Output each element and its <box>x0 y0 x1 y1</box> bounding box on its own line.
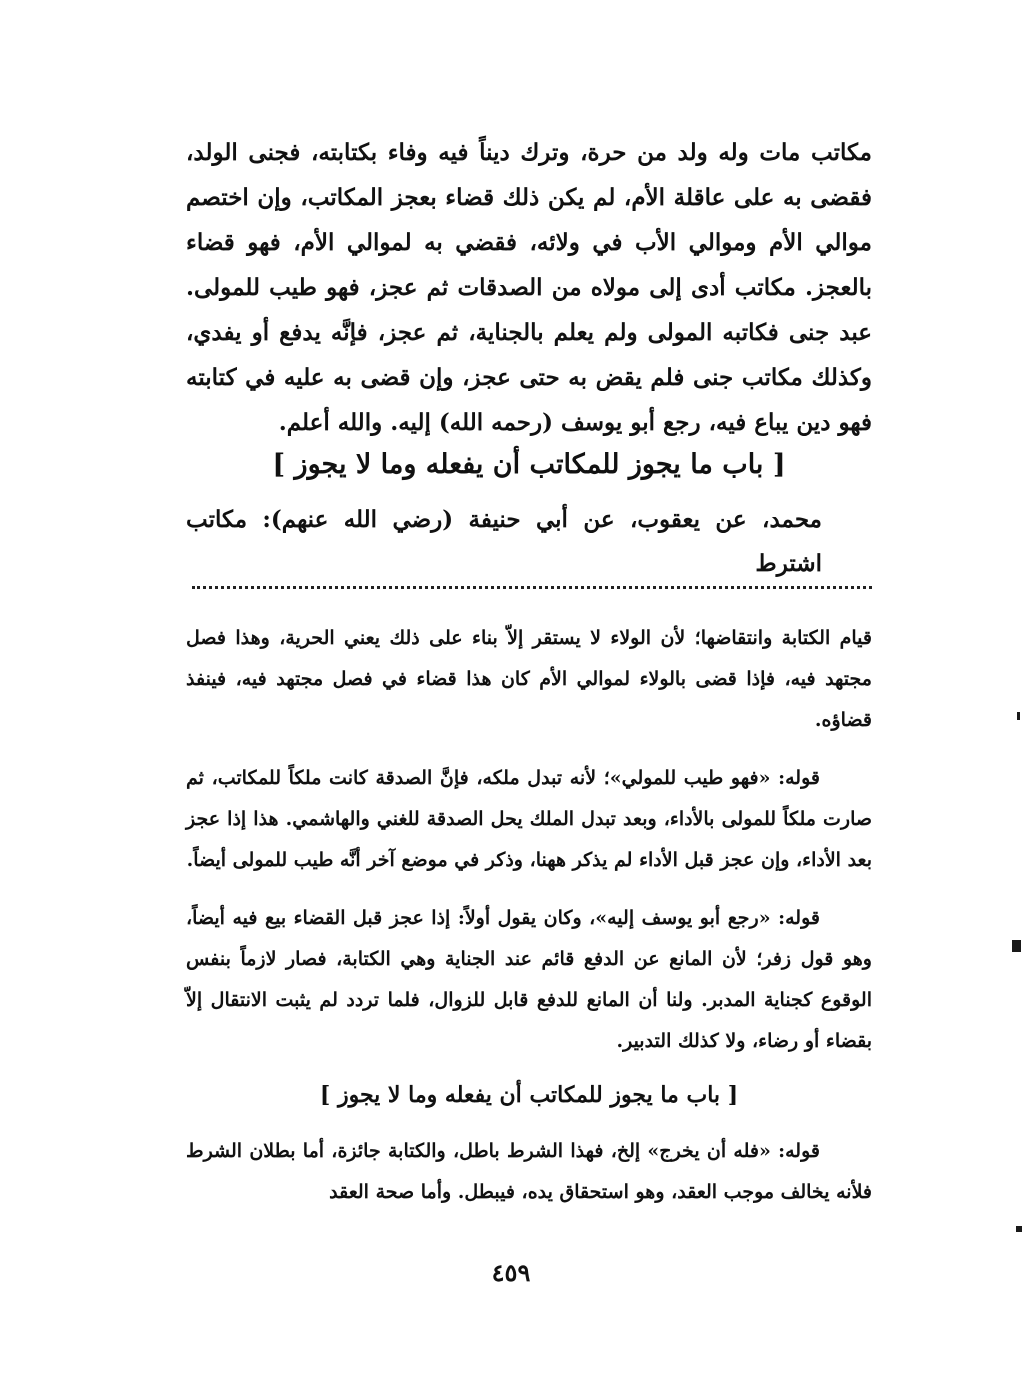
main-text-block <box>186 130 872 445</box>
chapter-opening-line: محمد، عن يعقوب، عن أبي حنيفة (رضي الله عنهم): مكاتب اشترط <box>186 506 822 577</box>
commentary-chapter-heading: [ باب ما يجوز للمكاتب أن يفعله وما لا يجوز ] <box>319 1082 739 1108</box>
commentary-paragraph-4: قوله: «فله أن يخرج» إلخ، فهذا الشرط باطل، والكتابة جائزة، أما بطلان الشرط فلأنه يخالف موجب العقد، وهو استحقاق يده، فيبطل. وأما صحة العقد <box>186 1140 872 1203</box>
commentary-paragraph-1: قيام الكتابة وانتقاضها؛ لأن الولاء لا يستقر إلاّ بناء على ذلك يعني الحرية، وهذا فصل مجتهد فيه، فإذا قضى بالولاء لموالي الأم كان هذا قضاء في فصل مجتهد فيه، فينفذ قضاؤه. <box>186 627 872 731</box>
main-text-paragraph: مكاتب مات وله ولد من حرة، وترك ديناً فيه وفاء بكتابته، فجنى الولد، فقضى به على عاقلة الأم، لم يكن ذلك قضاء بعجز المكاتب، وإن اختصم موالي الأم وموالي الأب في ولائه، فقضي به لموالي الأم، فهو قضاء بالعجز. مكاتب أدى إلى مولاه من الصدقات ثم عجز، فهو طيب للمولى. عبد جنى فكاتبه المولى ولم يعلم بالجناية، ثم عجز، فإنَّه يدفع أو يفدي، وكذلك مكاتب جنى فلم يقض به حتى عجز، وإن قضى به عليه في كتابته فهو دين يباع فيه، رجع أبو يوسف (رحمه الله) إليه. والله أعلم. <box>186 139 872 436</box>
scan-edge-mark <box>1017 712 1020 720</box>
commentary-paragraph-3: قوله: «رجع أبو يوسف إليه»، وكان يقول أولاً: إذا عجز قبل القضاء بيع فيه أيضاً، وهو قول زفر؛ لأن المانع عن الدفع قائم عند الجناية وهي الكتابة، فصار لازماً بنفس الوقوع كجناية المدبر. ولنا أن المانع للدفع قابل للزوال، فلما تردد لم يثبت الانتقال إلاّ بقضاء أو رضاء، ولا كذلك التدبير. <box>186 907 872 1052</box>
chapter-heading: [ باب ما يجوز للمكاتب أن يفعله وما لا يجوز ] <box>272 449 786 480</box>
page-number: ٤٥٩ <box>491 1258 531 1287</box>
dotted-separator <box>192 586 872 589</box>
commentary-block <box>186 618 872 1230</box>
scan-edge-mark <box>1016 1226 1022 1232</box>
scan-edge-mark <box>1012 940 1021 952</box>
commentary-paragraph-2: قوله: «فهو طيب للمولي»؛ لأنه تبدل ملكه، فإنَّ الصدقة كانت ملكاً للمكاتب، ثم صارت ملكاً للمولى بالأداء، وبعد تبدل الملك يحل الصدقة للغني والهاشمي. هذا إذا عجز بعد الأداء، وإن عجز قبل الأداء لم يذكر ههنا، وذكر في موضع آخر أنَّه طيب للمولى أيضاً. <box>186 767 872 871</box>
